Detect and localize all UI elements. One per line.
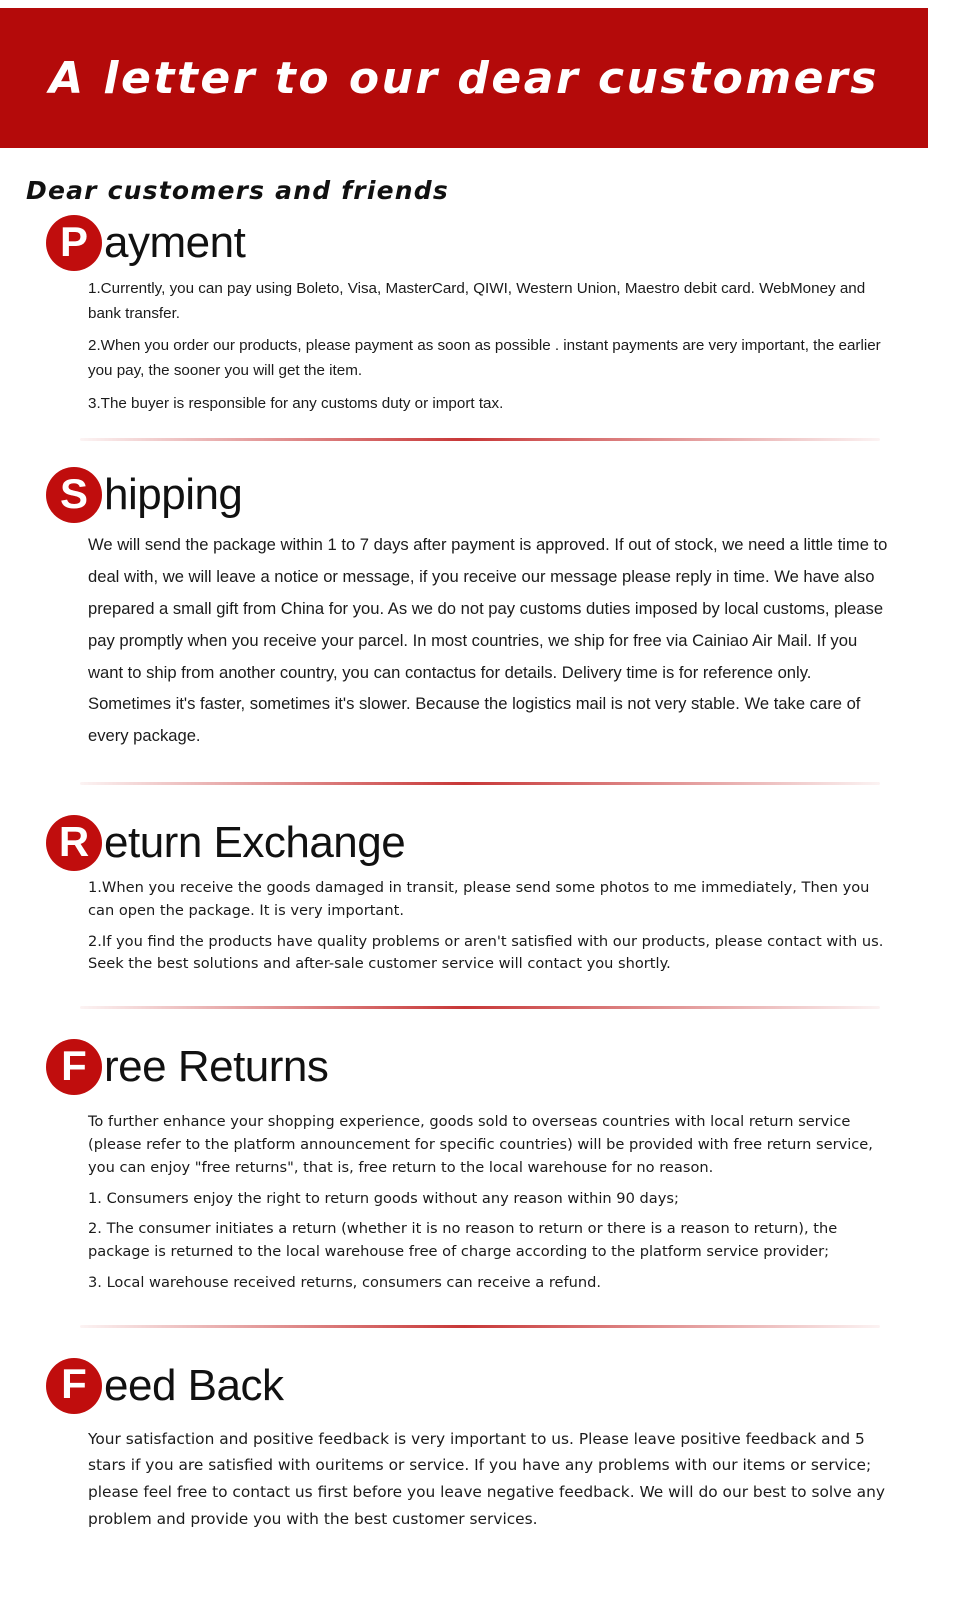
paragraph: 3.The buyer is responsible for any customs duty or import tax. — [88, 394, 504, 412]
section-title-feed-back: eed Back — [104, 1360, 284, 1410]
paragraph: 1.Currently, you can pay using Boleto, Visa, MasterCard, QIWI, Western Union, Maestro debit card. WebMoney and bank transfer. — [88, 280, 866, 322]
section-feed-back — [0, 1358, 960, 1533]
section-body-payment — [88, 277, 888, 416]
paragraph: 2. The consumer initiates a return (whether it is no reason to return or there is a reason to return), the package is returned to the local warehouse free of charge according to the platform service provider; — [88, 1220, 838, 1261]
section-title-free-returns: ree Returns — [104, 1042, 329, 1092]
page-title: A letter to our dear customers — [49, 52, 879, 104]
section-body-return-exchange — [88, 877, 888, 976]
section-divider — [80, 782, 880, 785]
salutation: Dear customers and friends — [26, 176, 449, 205]
section-heading-payment — [46, 215, 960, 271]
section-body-free-returns — [88, 1111, 888, 1294]
section-title-shipping: hipping — [104, 470, 243, 520]
section-free-returns — [0, 1039, 960, 1294]
dropcap-r: R — [46, 815, 102, 871]
section-divider — [80, 438, 880, 441]
section-body-feed-back — [88, 1426, 888, 1533]
section-body-shipping — [88, 529, 893, 752]
dropcap-f2: F — [46, 1358, 102, 1414]
paragraph: 2.When you order our products, please payment as soon as possible . instant payments are very important, the earlier you pay, the sooner you will get the item. — [88, 337, 881, 379]
paragraph: 2.If you find the products have quality problems or aren't satisfied with our products, please contact with us. Seek the best solutions and after-sale customer service will contact you shortly. — [88, 932, 884, 973]
dropcap-f: F — [46, 1039, 102, 1095]
section-divider — [80, 1006, 880, 1009]
dropcap-s: S — [46, 467, 102, 523]
section-heading-feed-back — [46, 1358, 960, 1414]
section-shipping — [0, 467, 960, 752]
paragraph: 1.When you receive the goods damaged in transit, please send some photos to me immediately, Then you can open the package. It is very important. — [88, 879, 870, 919]
section-heading-shipping — [46, 467, 960, 523]
header-banner — [0, 8, 928, 148]
dropcap-p: P — [46, 215, 102, 271]
paragraph: 1. Consumers enjoy the right to return goods without any reason within 90 days; — [88, 1189, 679, 1207]
paragraph: 3. Local warehouse received returns, consumers can receive a refund. — [88, 1273, 602, 1291]
section-heading-return-exchange — [46, 815, 960, 871]
paragraph: To further enhance your shopping experience, goods sold to overseas countries with local return service (please refer to the platform announcement for specific countries) will be provided with free return service, you can enjoy "free returns", that is, free return to the local warehouse for no reason. — [88, 1113, 873, 1176]
section-return-exchange — [0, 815, 960, 976]
section-title-payment: ayment — [104, 218, 246, 267]
paragraph: Your satisfaction and positive feedback is very important to us. Please leave positive feedback and 5 stars if you are satisfied with ouritems or service. If you have any problems with our items or service; please feel free to contact us first before you leave negative feedback. We will do our best to solve any problem and provide you with the best customer services. — [88, 1429, 885, 1528]
section-heading-free-returns — [46, 1039, 960, 1095]
section-payment — [0, 215, 960, 416]
section-title-return-exchange: eturn Exchange — [104, 818, 406, 868]
section-divider — [80, 1325, 880, 1328]
paragraph: We will send the package within 1 to 7 days after payment is approved. If out of stock, we need a little time to deal with, we will leave a notice or message, if you receive our message please reply in time. We have also prepared a small gift from China for you. As we do not pay customs duties imposed by local customs, please pay promptly when you receive your parcel. In most countries, we ship for free via Cainiao Air Mail. If you want to ship from another country, you can contactus for details. Delivery time is for reference only. Sometimes it's faster, sometimes it's slower. Because the logistics mail is not very stable. We take care of every package. — [88, 535, 888, 746]
